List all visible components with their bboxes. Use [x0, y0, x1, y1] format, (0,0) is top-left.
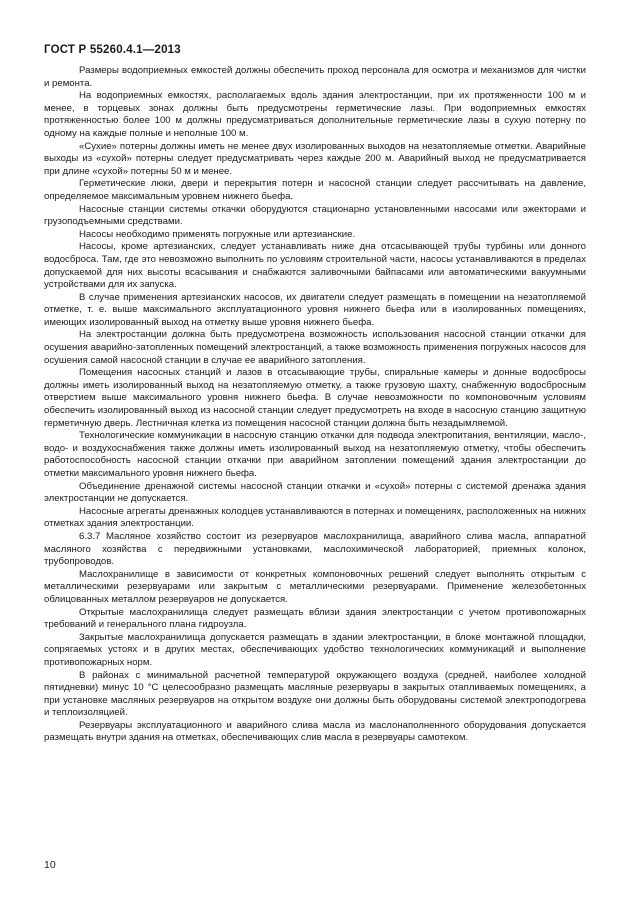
- paragraph: Насосы, кроме артезианских, следует устанавливать ниже дна отсасывающей трубы турбины или донного водосброса. Там, где это невозможно выполнить по условиям строительной части, насосы устанавливаются в пределах допускаемой для них высоты всасывания и снабжаются заливочными байпасами или автоматическими вакуумными устройствами для их запуска.: [44, 241, 586, 291]
- paragraph: Технологические коммуникации в насосную станцию откачки для подвода электропитания, вентиляции, масло-, водо- и воздухоснабжения также должны иметь изолированный выход на незатопляемую отметку, чтобы обеспечить работоспособность насосной станции откачки при аварийном затоплении помещений здания электростанции до отметки максимального уровня нижнего бьефа.: [44, 430, 586, 479]
- paragraph: Насосные агрегаты дренажных колодцев устанавливаются в потернах и помещениях, расположенных на нижних отметках здания электростанции.: [44, 505, 586, 530]
- paragraph: Объединение дренажной системы насосной станции откачки и «сухой» потерны с системой дренажа здания электростанции не допускается.: [44, 480, 586, 505]
- paragraph: В случае применения артезианских насосов, их двигатели следует размещать в помещении на незатопляемой отметке, т. е. выше максимального эксплуатационного уровня нижнего бьефа или в изолированных помещениях, имеющих изолированный выход на отметку выше уровня нижнего бьефа.: [44, 291, 586, 328]
- paragraph: «Сухие» потерны должны иметь не менее двух изолированных выходов на незатопляемые отметки. Аварийные выходы из «сухой» потерны следует предусматривать через каждые 200 м. Аварийный выход не предусматривается при длине «сухой» потерны 50 м и менее.: [44, 140, 586, 177]
- paragraph: 6.3.7 Масляное хозяйство состоит из резервуаров маслохранилища, аварийного слива масла, аппаратной масляного хозяйства с передвижными установками, маслохимической лабораторией, приемных колонок, трубопроводов.: [44, 530, 586, 568]
- paragraph: Помещения насосных станций и лазов в отсасывающие трубы, спиральные камеры и донные водосбросы должны иметь изолированный выход на незатопляемую отметку, а также грузовую шахту, снабженную водосбросным отверстием выше максимального уровня нижнего бьефа. В случае невозможности по компоновочным условиям обеспечить изолированный выход из насосной станции следует предусмотреть на входе в насосную станцию защитную герметичную дверь. Лестничная клетка из помещения насосной станции должна быть незадымляемой.: [44, 367, 586, 429]
- paragraph: Резервуары эксплуатационного и аварийного слива масла из маслонаполненного оборудования допускается размещать внутри здания на отметках, обеспечивающих слив масла в резервуары самотеком.: [44, 719, 586, 744]
- body-text: [44, 65, 586, 745]
- paragraph: Насосные станции системы откачки оборудуются стационарно установленными насосами или эжекторами и грузоподъемными средствами.: [44, 203, 586, 228]
- paragraph: Размеры водоприемных емкостей должны обеспечить проход персонала для осмотра и механизмов для чистки и ремонта.: [44, 65, 586, 89]
- paragraph: Открытые маслохранилища следует размещать вблизи здания электростанции с учетом противопожарных требований и генерального плана гидроузла.: [44, 606, 586, 631]
- paragraph: Закрытые маслохранилища допускается размещать в здании электростанции, в блоке монтажной площадки, сопрягаемых устоях и в других местах, обеспечивающих удобство технологических коммуникаций и выполнение противопожарных норм.: [44, 631, 586, 668]
- standard-header: ГОСТ Р 55260.4.1—2013: [44, 44, 181, 56]
- page-number: 10: [44, 859, 56, 871]
- paragraph: Герметические люки, двери и перекрытия потерн и насосной станции следует рассчитывать на давление, определяемое максимальным уровнем нижнего бьефа.: [44, 178, 586, 202]
- paragraph: Маслохранилище в зависимости от конкретных компоновочных решений следует выполнять открытым с металлическими резервуарами или закрытым с металлическими резервуарами. Применение железобетонных облицованных металлом резервуаров не допускается.: [44, 568, 586, 605]
- paragraph: На водоприемных емкостях, располагаемых вдоль здания электростанции, при их протяженности 100 м и менее, в торцевых зонах должны быть предусмотрены герметические лазы. При водоприемных емкостях протяженностью более 100 м должны предусматриваться дополнительные герметические лазы в сухую потерну по одному на каждые полные и неполные 100 м.: [44, 90, 586, 139]
- paragraph: На электростанции должна быть предусмотрена возможность использования насосной станции откачки для осушения аварийно-затопленных помещений электростанций, а также возможность применения погружных насосов для осушения самой насосной станции в случае ее аварийного затопления.: [44, 329, 586, 366]
- paragraph: Насосы необходимо применять погружные или артезианские.: [79, 228, 356, 240]
- paragraph: В районах с минимальной расчетной температурой окружающего воздуха (средней, наиболее холодной пятидневки) минус 10 °С целесообразно размещать масляные резервуары в закрытых отапливаемых помещениях, а при установке масляных резервуаров на открытом воздухе они должны быть оборудованы системой электроподогрева и теплоизоляцией.: [44, 669, 586, 719]
